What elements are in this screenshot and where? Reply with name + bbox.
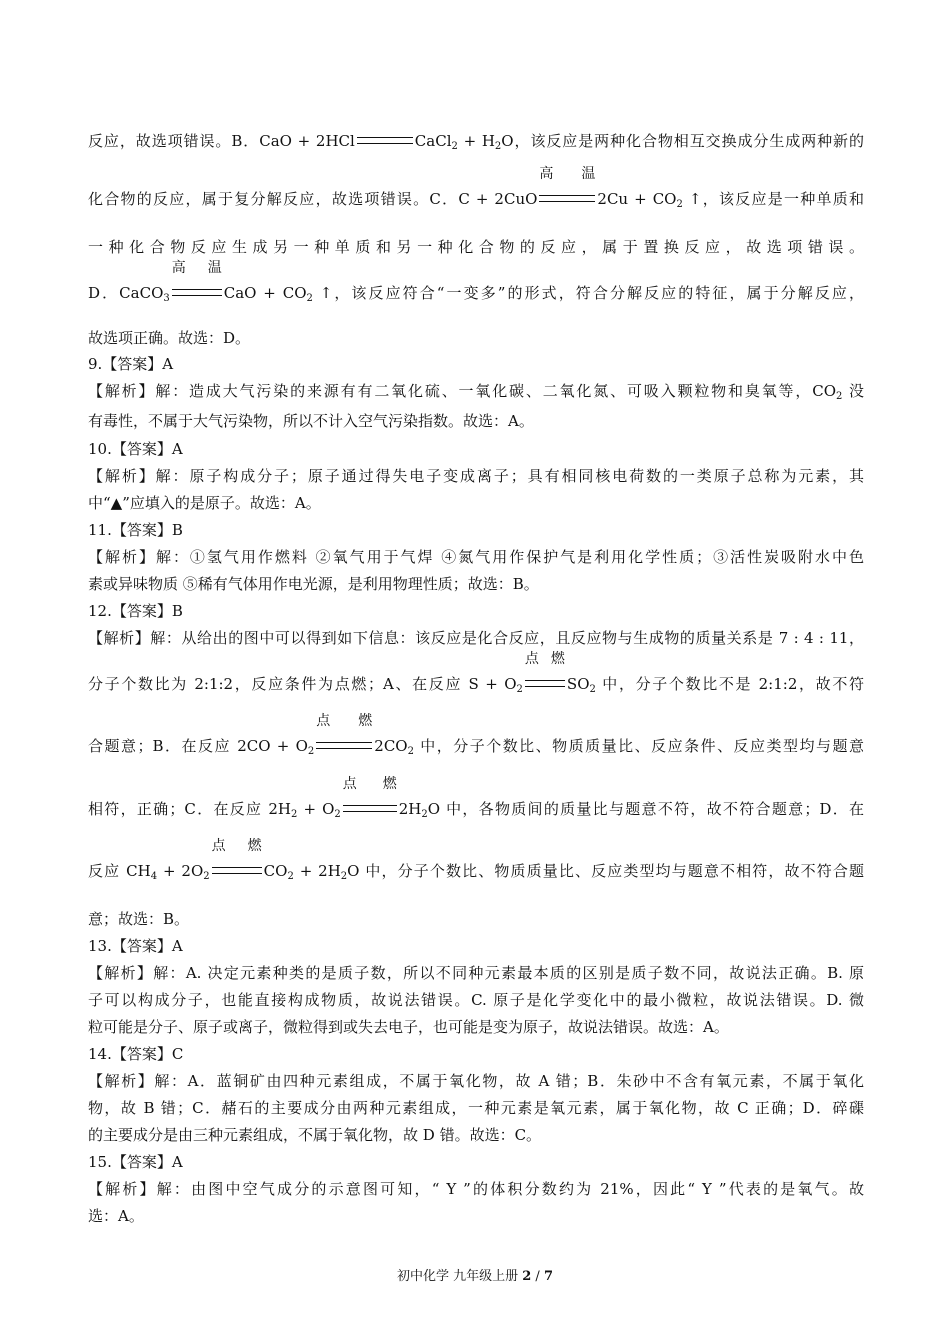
page-footer: 初中化学 九年级上册 2 / 7	[396, 1269, 553, 1284]
page-number: 2	[522, 1269, 532, 1284]
reaction-arrow: 点燃	[343, 797, 397, 821]
text-line: 有毒性，不属于大气污染物，所以不计入空气污染指数。故选：A。	[88, 412, 534, 430]
text-line: 素或异味物质 ⑤稀有气体用作电光源，是利用物理性质；故选：B。	[88, 575, 539, 593]
text-line: 【解析】解：A．蓝铜矿由四种元素组成，不属于氧化物，故 A 错；B．朱砂中不含有氧元素，不属于氧化	[88, 1072, 864, 1090]
text-line: 【解析】解：原子构成分子；原子通过得失电子变成离子；具有相同核电荷数的一类原子总称为元素，其	[88, 467, 864, 485]
answer-heading: 12.【答案】B	[88, 602, 183, 620]
reaction-arrow	[357, 129, 413, 153]
text-line: 相符，正确；C．在反应 $2H_2 + O_2$ 点燃 $2H_2O$ 中，各物质间的质量比与题意不符，故不符合题意；D．在	[88, 776, 864, 820]
text-line: 【解析】解：造成大气污染的来源有有二氧化硫、一氧化碳、二氧化氮、可吸入颗粒物和臭氧等，$CO_2$ 没	[88, 382, 864, 402]
text-line: 一种化合物反应生成另一种单质和另一种化合物的反应，属于置换反应，故选项错误。	[88, 238, 864, 256]
footer-title: 初中化学 九年级上册	[396, 1269, 523, 1284]
answer-heading: 13.【答案】A	[88, 937, 183, 955]
text-line: 中“▲”应填入的是原子。故选：A。	[88, 494, 321, 512]
text-line: 合题意；B．在反应 $2CO + O_2$ 点燃 $2CO_2$ 中，分子个数比、物质质量比、反应条件、反应类型均与题意	[88, 713, 864, 757]
text-line: 【解析】解：由图中空气成分的示意图可知，“ Y ”的体积分数约为 21%，因此“ Y ”代表的是氧气。故	[88, 1180, 864, 1198]
text-line: D．CaCO$_3$ 高温 CaO + $CO_2$ ↑，该反应符合“一变多”的形式，符合分解反应的特征，属于分解反应，	[88, 260, 864, 304]
text-line: 化合物的反应，属于复分解反应，故选项错误。C．C + 2CuO 高温 $2Cu + CO_2$ ↑，该反应是一种单质和	[88, 166, 864, 210]
text-line: 【解析】解：①氢气用作燃料 ②氧气用于气焊 ④氮气用作保护气是利用化学性质；③活性炭吸附水中色	[88, 548, 864, 566]
answer-heading: 15.【答案】A	[88, 1153, 183, 1171]
answer-heading: 10.【答案】A	[88, 440, 183, 458]
text-line: 反应，故选项错误。B．CaO + 2HCl CaCl$_2$ + $H_2O$，该反应是两种化合物相互交换成分生成两种新的	[88, 129, 864, 153]
text-line: 反应 $CH_4 + 2O_2$ 点燃 $CO_2 + 2H_2O$ 中，分子个数比、物质质量比、反应类型均与题意不相符，故不符合题	[88, 838, 865, 882]
page-total: 7	[543, 1269, 553, 1284]
text-line: 【解析】解：A. 决定元素种类的是质子数，所以不同种元素最本质的区别是质子数不同，故说法正确。B. 原	[88, 964, 864, 982]
text-line: 分子个数比为 2:1:2，反应条件为点燃；A、在反应 $S + O_2$ 点燃 $SO_2$ 中，分子个数比不是 2:1:2，故不符	[88, 651, 864, 695]
text-line: 故选项正确。故选：D。	[88, 329, 251, 347]
text-line: 的主要成分是由三种元素组成，不属于氧化物，故 D 错。故选：C。	[88, 1126, 542, 1144]
reaction-arrow: 高温	[539, 187, 595, 211]
text-line: 【解析】解：从给出的图中可以得到如下信息：该反应是化合反应，且反应物与生成物的质量关系是 7 : 4 : 11，	[88, 629, 864, 647]
reaction-arrow: 点燃	[525, 672, 565, 696]
reaction-arrow: 点燃	[316, 734, 372, 758]
text-line: 物，故 B 错；C．赭石的主要成分由两种元素组成，一种元素是氧元素，属于氧化物，故 C 正确；D．碎磲	[88, 1099, 864, 1117]
text-line: 粒可能是分子、原子或离子，微粒得到或失去电子，也可能是变为原子，故说法错误。故选：A。	[88, 1018, 729, 1036]
text-line: 子可以构成分子，也能直接构成物质，故说法错误。C. 原子是化学变化中的最小微粒，故说法错误。D. 微	[88, 991, 864, 1009]
answer-heading: 9.【答案】A	[88, 355, 174, 373]
reaction-arrow: 点燃	[212, 859, 262, 883]
text-line: 选：A。	[88, 1207, 144, 1225]
text-line: 意；故选：B。	[88, 910, 190, 928]
reaction-arrow: 高温	[172, 281, 222, 305]
answer-heading: 11.【答案】B	[88, 521, 183, 539]
answer-heading: 14.【答案】C	[88, 1045, 184, 1063]
